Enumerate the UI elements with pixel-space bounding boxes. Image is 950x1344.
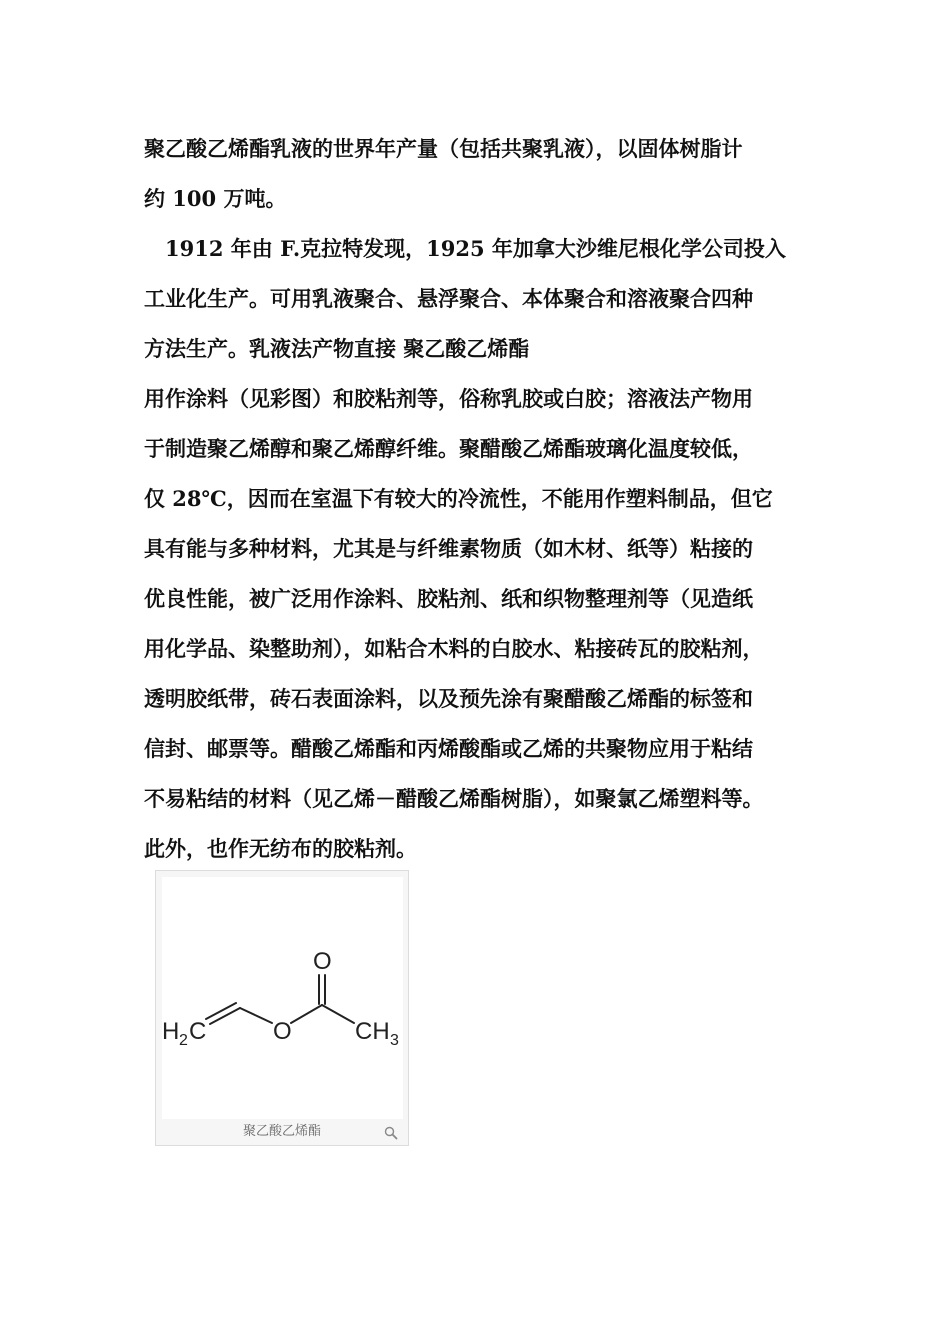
atom-ch: CH — [355, 1018, 390, 1045]
text-line-13: 信封、邮票等。醋酸乙烯酯和丙烯酸酯或乙烯的共聚物应用于粘结 — [144, 736, 753, 761]
text-line-7: 于制造聚乙烯醇和聚乙烯醇纤维。聚醋酸乙烯酯玻璃化温度较低， — [144, 436, 753, 461]
text-line-3: 1912 年由 F.克拉特发现，1925 年加拿大沙维尼根化学公司投入 — [165, 236, 786, 261]
atom-o-ester: O — [273, 1018, 292, 1045]
text-line-10: 优良性能，被广泛用作涂料、胶粘剂、纸和织物整理剂等（见造纸 — [144, 586, 753, 611]
text-line-5: 方法生产。乳液法产物直接 聚乙酸乙烯酯 — [144, 336, 530, 361]
zoom-icon[interactable] — [384, 1126, 398, 1140]
bond-c1-c2-double — [206, 1003, 236, 1019]
structure-image — [162, 877, 403, 1119]
atom-c: C — [189, 1018, 207, 1045]
bond-c1-c2 — [210, 1008, 240, 1024]
text-line-8: 仅 28℃，因而在室温下有较大的冷流性，不能用作塑料制品，但它 — [144, 486, 773, 511]
atom-h-subscript: 2 — [179, 1032, 188, 1049]
atom-o-carbonyl: O — [313, 948, 332, 975]
text-line-9: 具有能与多种材料，尤其是与纤维素物质（如木材、纸等）粘接的 — [144, 536, 753, 561]
bond-c3-ch3 — [322, 1005, 354, 1023]
structure-figure[interactable] — [155, 870, 409, 1146]
text-line-4: 工业化生产。可用乳液聚合、悬浮聚合、本体聚合和溶液聚合四种 — [144, 286, 753, 311]
figure-caption: 聚乙酸乙烯酯 — [242, 1124, 321, 1139]
text-line-11: 用化学品、染整助剂），如粘合木料的白胶水、粘接砖瓦的胶粘剂， — [144, 636, 764, 661]
text-line-6: 用作涂料（见彩图）和胶粘剂等，俗称乳胶或白胶；溶液法产物用 — [144, 386, 753, 411]
text-line-2: 约 100 万吨。 — [144, 186, 287, 211]
bond-o-c3 — [291, 1005, 322, 1023]
text-line-14: 不易粘结的材料（见乙烯－醋酸乙烯酯树脂），如聚氯乙烯塑料等。 — [144, 786, 764, 811]
atom-ch-subscript: 3 — [390, 1032, 399, 1049]
text-line-15: 此外，也作无纺布的胶粘剂。 — [144, 836, 417, 861]
atom-h: H — [162, 1018, 180, 1045]
vinyl-acetate-structure-svg — [162, 877, 403, 1119]
bond-c2-o — [240, 1008, 272, 1023]
text-line-12: 透明胶纸带，砖石表面涂料，以及预先涂有聚醋酸乙烯酯的标签和 — [144, 686, 753, 711]
text-line-1: 聚乙酸乙烯酯乳液的世界年产量（包括共聚乳液），以固体树脂计 — [144, 136, 743, 161]
